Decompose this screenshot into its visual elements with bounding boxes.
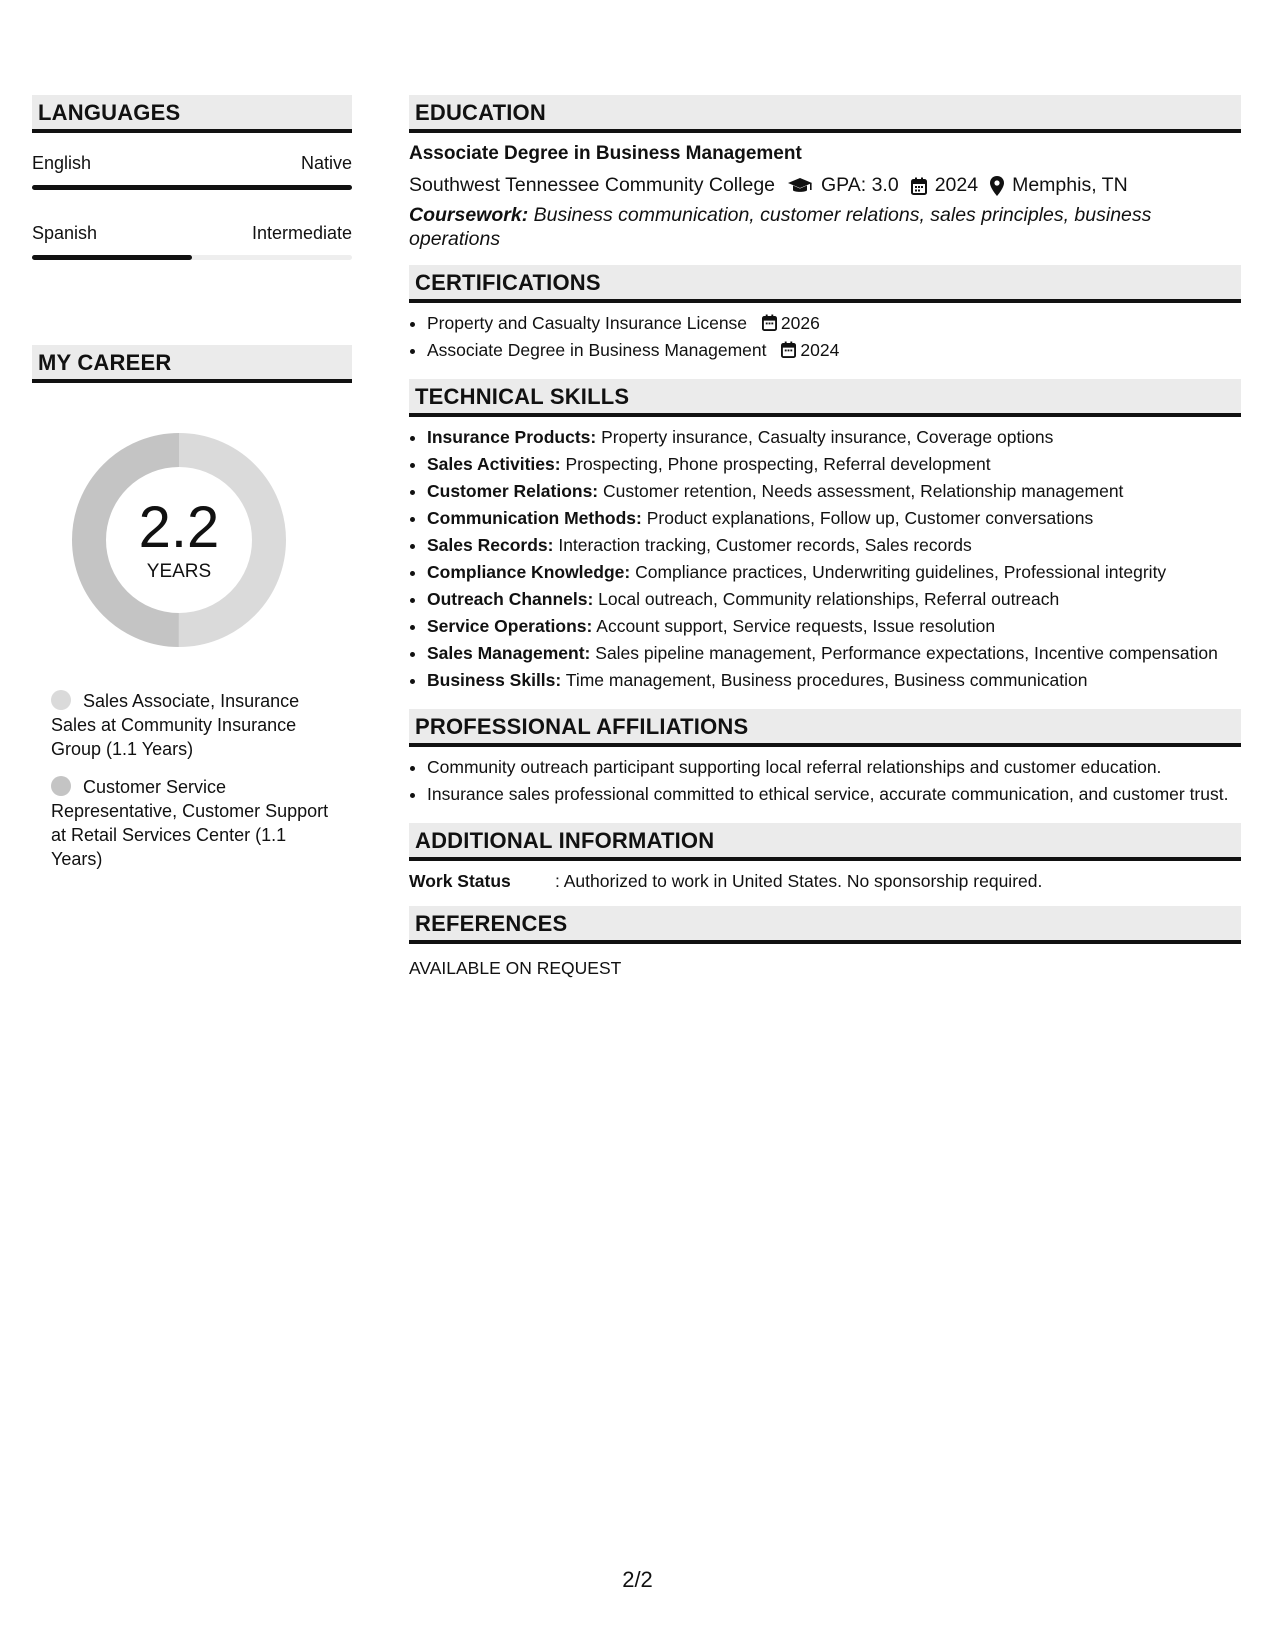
education-heading: EDUCATION <box>409 95 1241 133</box>
career-role-text: Customer Service Representative, Customer Support at Retail Services Center (1.1 Years) <box>51 777 329 869</box>
skill-text: Local outreach, Community relationships, Referral outreach <box>598 589 1060 609</box>
skill-label: Sales Management: <box>427 643 591 663</box>
references-text: AVAILABLE ON REQUEST <box>409 958 622 978</box>
calendar-icon <box>762 314 777 331</box>
skill-text: Account support, Service requests, Issue resolution <box>596 616 996 636</box>
skill-label: Customer Relations: <box>427 481 599 501</box>
school-location: Memphis, TN <box>1012 174 1128 196</box>
skill-text: Time management, Business procedures, Business communication <box>565 670 1088 690</box>
school-name: Southwest Tennessee Community College <box>409 174 776 196</box>
additional-info-heading: ADDITIONAL INFORMATION <box>409 823 1241 861</box>
list-item <box>427 560 1241 584</box>
skills-heading: TECHNICAL SKILLS <box>409 379 1241 417</box>
education-details <box>409 174 1241 197</box>
career-heading: MY CAREER <box>32 345 352 383</box>
skill-label: Service Operations: <box>427 616 593 636</box>
skill-text: Interaction tracking, Customer records, Sales records <box>558 535 972 555</box>
calendar-icon <box>781 341 796 358</box>
career-legend-item <box>51 689 341 761</box>
skill-label: Compliance Knowledge: <box>427 562 631 582</box>
certifications-list <box>409 311 1241 362</box>
skill-label: Communication Methods: <box>427 508 642 528</box>
certification-name: Property and Casualty Insurance License <box>427 313 748 333</box>
certifications-heading: CERTIFICATIONS <box>409 265 1241 303</box>
graduation-year: 2024 <box>934 174 979 196</box>
skill-text: Property insurance, Casualty insurance, Coverage options <box>601 427 1054 447</box>
list-item <box>427 506 1241 530</box>
work-status-row <box>409 871 1241 892</box>
career-legend <box>51 689 341 871</box>
legend-dot-icon <box>51 776 71 796</box>
list-item <box>427 533 1241 557</box>
skill-label: Insurance Products: <box>427 427 597 447</box>
degree-title: Associate Degree in Business Management <box>409 143 802 164</box>
skill-label: Sales Records: <box>427 535 554 555</box>
career-total-years: 2.2 <box>138 495 220 560</box>
skill-label: Outreach Channels: <box>427 589 594 609</box>
affiliations-list <box>409 755 1241 806</box>
skill-text: Product explanations, Follow up, Customer conversations <box>646 508 1094 528</box>
graduation-cap-icon <box>787 177 813 195</box>
language-level-fill <box>32 185 352 190</box>
work-status-label: Work Status <box>409 871 511 891</box>
gpa-text: GPA: 3.0 <box>821 174 899 196</box>
list-item: • Insurance sales professional committed to ethical service, accurate communication, and customer trust. <box>427 782 1241 806</box>
career-donut-chart <box>66 427 292 653</box>
skill-text: Compliance practices, Underwriting guidelines, Professional integrity <box>635 562 1167 582</box>
list-item <box>427 425 1241 449</box>
list-item <box>427 614 1241 638</box>
affiliations-heading: PROFESSIONAL AFFILIATIONS <box>409 709 1241 747</box>
list-item <box>427 338 1241 362</box>
language-level: Intermediate <box>251 223 352 243</box>
list-item <box>427 641 1241 665</box>
language-level-bar <box>32 185 352 190</box>
career-years-label: YEARS <box>146 561 212 582</box>
skill-label: Business Skills: <box>427 670 562 690</box>
list-item <box>427 311 1241 335</box>
coursework-text: Business communication, customer relations, sales principles, business operations <box>409 204 1152 250</box>
language-level-bar <box>32 255 352 260</box>
skill-text: Customer retention, Needs assessment, Relationship management <box>603 481 1124 501</box>
language-level-fill <box>32 255 192 260</box>
certification-year: 2024 <box>800 340 840 360</box>
skills-list <box>409 425 1241 692</box>
languages-heading: LANGUAGES <box>32 95 352 133</box>
references-heading: REFERENCES <box>409 906 1241 944</box>
career-legend-item <box>51 775 341 871</box>
location-pin-icon <box>990 176 1004 196</box>
calendar-icon <box>911 177 927 195</box>
language-level: Native <box>300 153 352 173</box>
language-item <box>32 203 352 273</box>
certification-year: 2026 <box>780 313 820 333</box>
skill-text: Prospecting, Phone prospecting, Referral development <box>565 454 991 474</box>
career-role-text: Sales Associate, Insurance Sales at Community Insurance Group (1.1 Years) <box>51 691 300 759</box>
skill-label: Sales Activities: <box>427 454 561 474</box>
list-item <box>427 479 1241 503</box>
left-column <box>32 95 352 885</box>
certification-name: Associate Degree in Business Management <box>427 340 767 360</box>
coursework <box>409 203 1241 251</box>
list-item <box>427 452 1241 476</box>
right-column <box>409 95 1241 979</box>
coursework-label: Coursework: <box>409 204 529 226</box>
language-name: Spanish <box>32 223 98 243</box>
work-status-value: : Authorized to work in United States. No sponsorship required. <box>555 871 1043 891</box>
list-item <box>427 587 1241 611</box>
list-item: • Community outreach participant supporting local referral relationships and customer education. <box>427 755 1241 779</box>
legend-dot-icon <box>51 690 71 710</box>
page-number: 2/2 <box>622 1567 653 1592</box>
language-name: English <box>32 153 92 173</box>
language-item <box>32 133 352 203</box>
skill-text: Sales pipeline management, Performance expectations, Incentive compensation <box>595 643 1218 663</box>
list-item <box>427 668 1241 692</box>
